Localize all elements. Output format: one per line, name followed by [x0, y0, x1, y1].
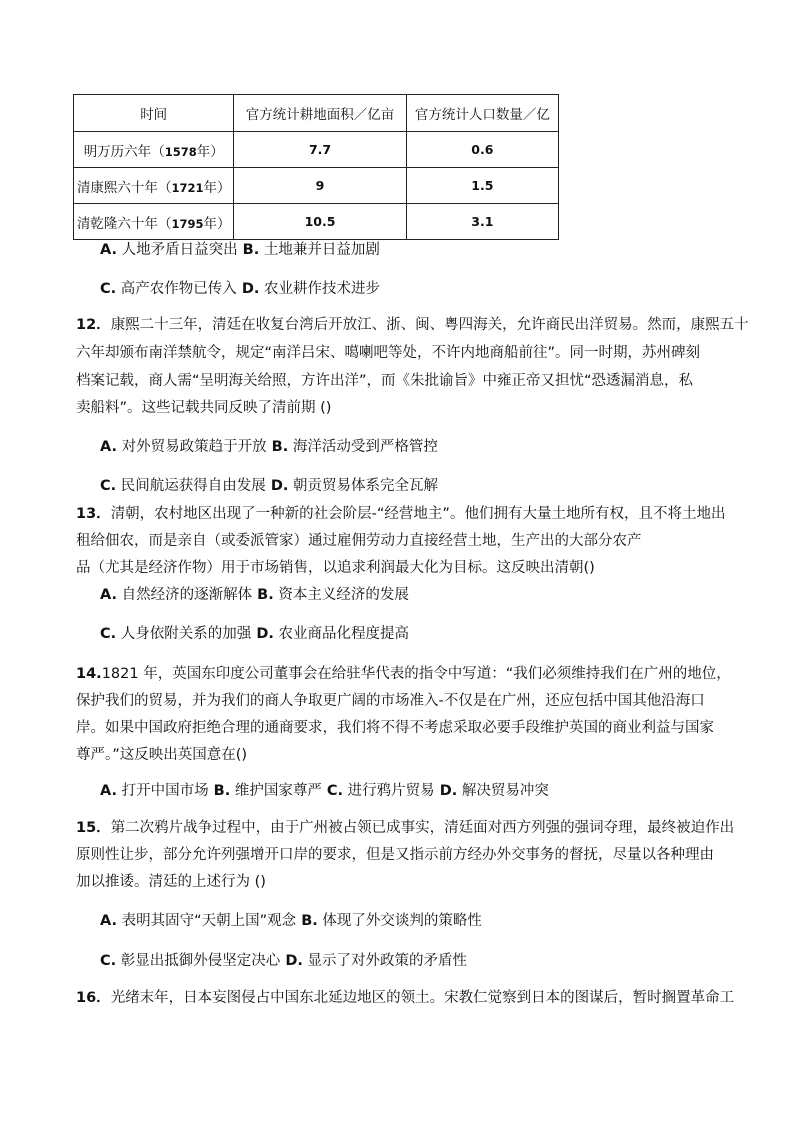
q13-number: 13． — [76, 506, 111, 522]
q15-options-cd: C. 彰显出抵御外侵坚定决心 D. 显示了对外政策的矛盾性 — [100, 953, 467, 969]
q15-option-d: 显示了对外政策的矛盾性 — [307, 953, 467, 969]
q16-number: 16． — [76, 990, 111, 1006]
q14-number: 14. — [76, 666, 102, 682]
q14-line-4: 尊严。”这反映出英国意在() — [76, 747, 248, 763]
q14-line-2: 保护我们的贸易，并为我们的商人争取更广阔的市场准入-不仅是在广州，还应包括中国其他沿海口 — [76, 693, 705, 709]
cell-land: 7.7 — [234, 132, 406, 168]
table-row — [74, 132, 559, 168]
q15-options-ab: A. 表明其固守“天朝上国”观念 B. 体现了外交谈判的策略性 — [100, 913, 482, 929]
cell-land: 10.5 — [234, 204, 406, 240]
cell-population: 3.1 — [406, 204, 558, 240]
q15-option-a: 表明其固守“天朝上国”观念 — [121, 913, 297, 929]
header-land: 官方统计耕地面积／亿亩 — [234, 95, 406, 132]
q11-options-cd: C. 高产农作物已传入 D. 农业耕作技术进步 — [100, 281, 380, 297]
cell-land: 9 — [234, 168, 406, 204]
cell-period: 清乾隆六十年（1795年） — [74, 204, 234, 240]
cell-population: 1.5 — [406, 168, 558, 204]
q12-option-a: 对外贸易政策趋于开放 — [121, 439, 267, 455]
q14-line-1: 14.1821 年，英国东印度公司董事会在给驻华代表的指令中写道：“我们必须维持我们在广州的地位， — [76, 666, 731, 682]
q14-option-d: 解决贸易冲突 — [461, 783, 549, 799]
q11-option-d: 农业耕作技术进步 — [263, 281, 380, 297]
q15-number: 15． — [76, 820, 111, 836]
cell-population: 0.6 — [406, 132, 558, 168]
q15-line-1: 15．第二次鸦片战争过程中，由于广州被占领已成事实，清廷面对西方列强的强词夺理，最终被迫作出 — [76, 820, 735, 836]
q14-options: A. 打开中国市场 B. 维护国家尊严 C. 进行鸦片贸易 D. 解决贸易冲突 — [100, 783, 549, 799]
q14-line-3: 岸。如果中国政府拒绝合理的通商要求，我们将不得不考虑采取必要手段维护英国的商业利益与国家 — [76, 720, 714, 736]
q14-option-b: 维护国家尊严 — [234, 783, 322, 799]
q16-line-1: 16．光绪末年，日本妄图侵占中国东北延边地区的领土。宋教仁觉察到日本的图谋后，暂时搁置革命工 — [76, 990, 735, 1006]
header-population: 官方统计人口数量／亿 — [406, 95, 558, 132]
q13-line-3: 品（尤其是经济作物）用于市场销售，以追求利润最大化为目标。这反映出清朝() — [76, 560, 595, 576]
q13-option-b: 资本主义经济的发展 — [278, 587, 409, 603]
q13-options-ab: A. 自然经济的逐渐解体 B. 资本主义经济的发展 — [100, 587, 409, 603]
statistics-table — [73, 94, 559, 240]
cell-period: 清康熙六十年（1721年） — [74, 168, 234, 204]
q11-option-b: 土地兼并日益加剧 — [263, 242, 380, 258]
q12-options-ab: A. 对外贸易政策趋于开放 B. 海洋活动受到严格管控 — [100, 439, 438, 455]
table-row — [74, 168, 559, 204]
q13-options-cd: C. 人身依附关系的加强 D. 农业商品化程度提高 — [100, 626, 409, 642]
q12-line-3: 档案记载，商人需“呈明海关给照，方许出洋”，而《朱批谕旨》中雍正帝又担忧“恐透漏消息，私 — [76, 373, 694, 389]
q11-option-a: 人地矛盾日益突出 — [121, 242, 238, 258]
q12-option-b: 海洋活动受到严格管控 — [292, 439, 438, 455]
q12-option-c: 民间航运获得自由发展 — [120, 478, 266, 494]
q12-options-cd: C. 民间航运获得自由发展 D. 朝贡贸易体系完全瓦解 — [100, 478, 438, 494]
q13-line-2: 租给佃农，而是亲自（或委派管家）通过雇佣劳动力直接经营土地，生产出的大部分农产 — [76, 533, 642, 549]
table-header-row — [74, 95, 559, 132]
q14-option-c: 进行鸦片贸易 — [347, 783, 435, 799]
q15-line-2: 原则性让步，部分允许列强增开口岸的要求，但是又指示前方经办外交事务的督抚，尽量以各种理由 — [76, 847, 714, 863]
q11-option-c: 高产农作物已传入 — [120, 281, 237, 297]
q13-line-1: 13．清朝，农村地区出现了一种新的社会阶层-“经营地主”。他们拥有大量土地所有权，且不将土地出 — [76, 506, 726, 522]
q12-line-4: 卖船料”。这些记载共同反映了清前期 () — [76, 400, 332, 416]
q12-line-1: 12．康熙二十三年，清廷在收复台湾后开放江、浙、闽、粤四海关，允许商民出洋贸易。然而，康熙五十 — [76, 317, 749, 333]
q14-option-a: 打开中国市场 — [121, 783, 209, 799]
cell-period: 明万历六年（1578年） — [74, 132, 234, 168]
q15-option-b: 体现了外交谈判的策略性 — [322, 913, 482, 929]
q12-number: 12． — [76, 317, 111, 333]
q12-line-2: 六年却颁布南洋禁航令，规定“南洋吕宋、噶喇吧等处，不许内地商船前往”。同一时期，苏州碑刻 — [76, 345, 701, 361]
header-time: 时间 — [74, 95, 234, 132]
q15-line-3: 加以推诿。清廷的上述行为 () — [76, 874, 266, 890]
q12-option-d: 朝贡贸易体系完全瓦解 — [292, 478, 438, 494]
q13-option-d: 农业商品化程度提高 — [278, 626, 409, 642]
q11-options-ab: A. 人地矛盾日益突出 B. 土地兼并日益加剧 — [100, 242, 380, 258]
q13-option-a: 自然经济的逐渐解体 — [121, 587, 253, 603]
q13-option-c: 人身依附关系的加强 — [120, 626, 252, 642]
table-row — [74, 204, 559, 240]
q15-option-c: 彰显出抵御外侵坚定决心 — [120, 953, 281, 969]
